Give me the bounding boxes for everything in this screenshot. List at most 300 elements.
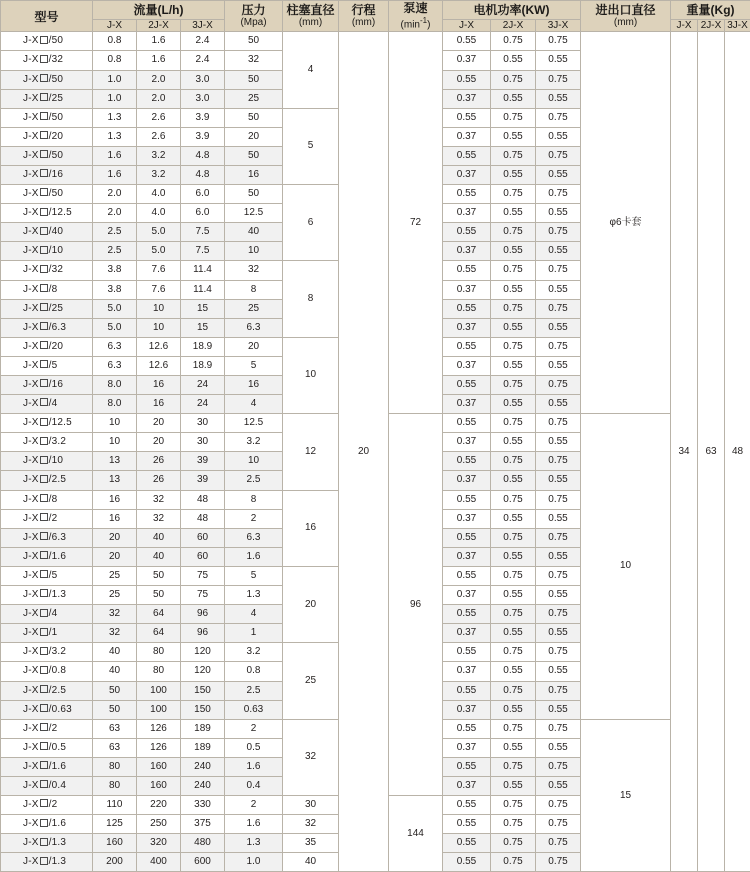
cell-model: J-X /1.6 (1, 815, 93, 834)
cell-flow-jx: 16 (93, 490, 137, 509)
cell-model: J-X /12.5 (1, 414, 93, 433)
cell-flow-2jx: 16 (137, 376, 181, 395)
square-placeholder-icon (40, 532, 48, 540)
cell-motor-jx: 0.55 (443, 185, 491, 204)
cell-motor-jx: 0.55 (443, 528, 491, 547)
cell-motor-3jx: 0.75 (536, 681, 581, 700)
cell-flow-3jx: 39 (181, 471, 225, 490)
cell-motor-jx: 0.55 (443, 681, 491, 700)
cell-model: J-X /50 (1, 146, 93, 165)
header-weight-3jx: 3J-X (725, 19, 750, 32)
cell-pressure: 1.3 (225, 586, 283, 605)
cell-flow-2jx: 100 (137, 700, 181, 719)
cell-flow-3jx: 96 (181, 605, 225, 624)
cell-model: J-X /25 (1, 89, 93, 108)
cell-plunger-diameter: 40 (283, 853, 339, 872)
square-placeholder-icon (40, 551, 48, 559)
cell-model: J-X /10 (1, 242, 93, 261)
cell-flow-3jx: 189 (181, 738, 225, 757)
cell-motor-3jx: 0.75 (536, 261, 581, 280)
cell-pressure: 40 (225, 223, 283, 242)
cell-pressure: 5 (225, 356, 283, 375)
cell-motor-3jx: 0.55 (536, 165, 581, 184)
cell-flow-2jx: 5.0 (137, 223, 181, 242)
cell-flow-jx: 20 (93, 547, 137, 566)
cell-motor-2jx: 0.55 (491, 280, 536, 299)
square-placeholder-icon (40, 169, 48, 177)
cell-pressure: 6.3 (225, 318, 283, 337)
cell-flow-3jx: 4.8 (181, 165, 225, 184)
cell-flow-2jx: 40 (137, 547, 181, 566)
cell-motor-2jx: 0.55 (491, 318, 536, 337)
cell-motor-3jx: 0.75 (536, 853, 581, 872)
cell-flow-jx: 200 (93, 853, 137, 872)
cell-motor-2jx: 0.75 (491, 528, 536, 547)
cell-pressure: 10 (225, 452, 283, 471)
cell-model: J-X /32 (1, 261, 93, 280)
square-placeholder-icon (40, 857, 48, 865)
cell-flow-jx: 5.0 (93, 299, 137, 318)
cell-motor-jx: 0.37 (443, 624, 491, 643)
cell-motor-2jx: 0.75 (491, 605, 536, 624)
cell-flow-jx: 3.8 (93, 261, 137, 280)
square-placeholder-icon (40, 819, 48, 827)
cell-flow-3jx: 30 (181, 433, 225, 452)
cell-motor-3jx: 0.55 (536, 51, 581, 70)
cell-flow-2jx: 64 (137, 605, 181, 624)
cell-model: J-X /10 (1, 452, 93, 471)
table-body (1, 32, 750, 872)
cell-motor-3jx: 0.55 (536, 433, 581, 452)
cell-pressure: 3.2 (225, 643, 283, 662)
header-weight-jx: J-X (671, 19, 698, 32)
square-placeholder-icon (40, 112, 48, 120)
cell-motor-jx: 0.55 (443, 299, 491, 318)
cell-model: J-X /2 (1, 509, 93, 528)
cell-weight-jx: 34 (671, 32, 698, 872)
cell-pressure: 0.4 (225, 776, 283, 795)
cell-motor-3jx: 0.75 (536, 376, 581, 395)
cell-flow-3jx: 375 (181, 815, 225, 834)
cell-motor-2jx: 0.75 (491, 681, 536, 700)
cell-flow-2jx: 1.6 (137, 51, 181, 70)
cell-motor-2jx: 0.55 (491, 509, 536, 528)
cell-flow-jx: 8.0 (93, 376, 137, 395)
cell-pressure: 1 (225, 624, 283, 643)
square-placeholder-icon (40, 647, 48, 655)
cell-motor-2jx: 0.75 (491, 853, 536, 872)
cell-motor-3jx: 0.75 (536, 146, 581, 165)
cell-model: J-X /50 (1, 70, 93, 89)
cell-motor-jx: 0.37 (443, 127, 491, 146)
cell-motor-3jx: 0.75 (536, 490, 581, 509)
cell-motor-3jx: 0.75 (536, 108, 581, 127)
square-placeholder-icon (40, 475, 48, 483)
header-flow-3jx: 3J-X (181, 19, 225, 32)
cell-motor-jx: 0.37 (443, 471, 491, 490)
cell-motor-jx: 0.37 (443, 318, 491, 337)
cell-flow-3jx: 24 (181, 395, 225, 414)
cell-motor-2jx: 0.75 (491, 566, 536, 585)
cell-flow-3jx: 120 (181, 643, 225, 662)
cell-flow-jx: 32 (93, 624, 137, 643)
cell-flow-3jx: 48 (181, 490, 225, 509)
cell-model: J-X /8 (1, 490, 93, 509)
header-pressure (225, 1, 283, 32)
header-stroke-unit: (mm) (339, 17, 388, 29)
cell-flow-3jx: 150 (181, 681, 225, 700)
cell-motor-2jx: 0.55 (491, 204, 536, 223)
cell-pressure: 25 (225, 89, 283, 108)
square-placeholder-icon (40, 418, 48, 426)
cell-flow-jx: 3.8 (93, 280, 137, 299)
cell-motor-jx: 0.55 (443, 566, 491, 585)
cell-model: J-X /1.6 (1, 757, 93, 776)
cell-plunger-diameter: 8 (283, 261, 339, 337)
cell-flow-2jx: 2.0 (137, 70, 181, 89)
cell-pump-speed: 72 (389, 32, 443, 414)
cell-pressure: 2 (225, 509, 283, 528)
header-flow-2jx: 2J-X (137, 19, 181, 32)
cell-motor-jx: 0.55 (443, 32, 491, 51)
square-placeholder-icon (40, 303, 48, 311)
cell-flow-2jx: 220 (137, 796, 181, 815)
cell-pressure: 0.8 (225, 662, 283, 681)
cell-motor-jx: 0.55 (443, 643, 491, 662)
cell-flow-2jx: 64 (137, 624, 181, 643)
cell-motor-3jx: 0.75 (536, 414, 581, 433)
cell-flow-2jx: 7.6 (137, 261, 181, 280)
cell-flow-3jx: 18.9 (181, 356, 225, 375)
cell-flow-3jx: 96 (181, 624, 225, 643)
header-pumpspeed-sup: -1 (420, 16, 427, 25)
cell-pressure: 25 (225, 299, 283, 318)
cell-model: J-X /5 (1, 356, 93, 375)
cell-motor-2jx: 0.75 (491, 643, 536, 662)
cell-motor-jx: 0.55 (443, 70, 491, 89)
cell-flow-2jx: 400 (137, 853, 181, 872)
cell-motor-3jx: 0.55 (536, 624, 581, 643)
square-placeholder-icon (40, 570, 48, 578)
cell-plunger-diameter: 6 (283, 185, 339, 261)
cell-motor-3jx: 0.55 (536, 509, 581, 528)
cell-motor-2jx: 0.75 (491, 261, 536, 280)
cell-motor-jx: 0.37 (443, 509, 491, 528)
cell-motor-2jx: 0.75 (491, 108, 536, 127)
cell-motor-2jx: 0.75 (491, 337, 536, 356)
cell-pressure: 1.6 (225, 815, 283, 834)
cell-flow-jx: 160 (93, 834, 137, 853)
cell-motor-2jx: 0.75 (491, 490, 536, 509)
cell-motor-3jx: 0.75 (536, 185, 581, 204)
cell-flow-jx: 63 (93, 719, 137, 738)
cell-flow-3jx: 3.0 (181, 70, 225, 89)
square-placeholder-icon (40, 685, 48, 693)
cell-pressure: 2 (225, 796, 283, 815)
cell-motor-jx: 0.55 (443, 108, 491, 127)
cell-pressure: 5 (225, 566, 283, 585)
cell-flow-2jx: 2.6 (137, 108, 181, 127)
cell-plunger-diameter: 20 (283, 566, 339, 642)
cell-flow-3jx: 11.4 (181, 261, 225, 280)
cell-pressure: 20 (225, 127, 283, 146)
cell-flow-jx: 20 (93, 528, 137, 547)
cell-port-diameter: 10 (581, 414, 671, 720)
cell-motor-2jx: 0.55 (491, 586, 536, 605)
cell-port-diameter: φ6卡套 (581, 32, 671, 414)
cell-motor-3jx: 0.75 (536, 757, 581, 776)
cell-flow-2jx: 80 (137, 643, 181, 662)
cell-pressure: 1.6 (225, 757, 283, 776)
header-motor-3jx: 3J-X (536, 19, 581, 32)
cell-motor-3jx: 0.55 (536, 204, 581, 223)
square-placeholder-icon (40, 93, 48, 101)
cell-flow-jx: 32 (93, 605, 137, 624)
cell-model: J-X /0.63 (1, 700, 93, 719)
cell-model: J-X /20 (1, 127, 93, 146)
square-placeholder-icon (40, 513, 48, 521)
cell-motor-2jx: 0.75 (491, 452, 536, 471)
cell-pressure: 20 (225, 337, 283, 356)
cell-pressure: 3.2 (225, 433, 283, 452)
cell-flow-jx: 8.0 (93, 395, 137, 414)
cell-flow-jx: 5.0 (93, 318, 137, 337)
cell-motor-2jx: 0.75 (491, 757, 536, 776)
cell-motor-2jx: 0.55 (491, 127, 536, 146)
cell-flow-2jx: 160 (137, 757, 181, 776)
cell-motor-2jx: 0.75 (491, 146, 536, 165)
cell-motor-2jx: 0.55 (491, 89, 536, 108)
cell-flow-3jx: 2.4 (181, 32, 225, 51)
cell-flow-3jx: 3.9 (181, 127, 225, 146)
cell-motor-3jx: 0.75 (536, 834, 581, 853)
cell-model: J-X /5 (1, 566, 93, 585)
cell-stroke: 20 (339, 32, 389, 872)
cell-motor-jx: 0.37 (443, 547, 491, 566)
cell-model: J-X /0.4 (1, 776, 93, 795)
cell-motor-3jx: 0.55 (536, 700, 581, 719)
cell-flow-3jx: 3.9 (181, 108, 225, 127)
square-placeholder-icon (40, 494, 48, 502)
cell-motor-jx: 0.37 (443, 662, 491, 681)
cell-motor-3jx: 0.75 (536, 32, 581, 51)
cell-motor-jx: 0.37 (443, 165, 491, 184)
cell-flow-2jx: 4.0 (137, 185, 181, 204)
cell-motor-jx: 0.37 (443, 395, 491, 414)
square-placeholder-icon (40, 666, 48, 674)
cell-motor-jx: 0.37 (443, 204, 491, 223)
header-flow: 流量(L/h) (93, 1, 225, 20)
cell-pressure: 50 (225, 32, 283, 51)
cell-motor-jx: 0.55 (443, 146, 491, 165)
cell-flow-jx: 110 (93, 796, 137, 815)
cell-motor-3jx: 0.55 (536, 662, 581, 681)
cell-flow-jx: 10 (93, 433, 137, 452)
cell-pressure: 0.5 (225, 738, 283, 757)
cell-flow-jx: 2.5 (93, 242, 137, 261)
cell-flow-3jx: 18.9 (181, 337, 225, 356)
cell-model: J-X /8 (1, 280, 93, 299)
cell-flow-3jx: 480 (181, 834, 225, 853)
cell-plunger-diameter: 4 (283, 32, 339, 108)
cell-flow-3jx: 120 (181, 662, 225, 681)
cell-flow-jx: 10 (93, 414, 137, 433)
cell-motor-jx: 0.37 (443, 356, 491, 375)
cell-flow-3jx: 6.0 (181, 185, 225, 204)
cell-flow-3jx: 4.8 (181, 146, 225, 165)
cell-plunger-diameter: 30 (283, 796, 339, 815)
cell-flow-3jx: 189 (181, 719, 225, 738)
cell-flow-jx: 1.6 (93, 146, 137, 165)
cell-pressure: 6.3 (225, 528, 283, 547)
cell-motor-2jx: 0.55 (491, 471, 536, 490)
cell-flow-2jx: 12.6 (137, 356, 181, 375)
cell-pressure: 2 (225, 719, 283, 738)
cell-motor-2jx: 0.55 (491, 738, 536, 757)
cell-motor-2jx: 0.55 (491, 700, 536, 719)
cell-motor-jx: 0.55 (443, 414, 491, 433)
cell-motor-jx: 0.55 (443, 834, 491, 853)
cell-flow-jx: 40 (93, 643, 137, 662)
cell-flow-jx: 0.8 (93, 51, 137, 70)
cell-flow-3jx: 24 (181, 376, 225, 395)
cell-model: J-X /6.3 (1, 528, 93, 547)
cell-flow-2jx: 26 (137, 452, 181, 471)
cell-motor-jx: 0.55 (443, 796, 491, 815)
cell-motor-jx: 0.37 (443, 280, 491, 299)
cell-model: J-X /1.3 (1, 853, 93, 872)
cell-motor-2jx: 0.55 (491, 51, 536, 70)
cell-motor-3jx: 0.75 (536, 528, 581, 547)
header-plunger-main: 柱塞直径 (283, 3, 338, 17)
square-placeholder-icon (40, 341, 48, 349)
cell-flow-3jx: 11.4 (181, 280, 225, 299)
cell-motor-3jx: 0.75 (536, 643, 581, 662)
cell-model: J-X /2 (1, 796, 93, 815)
cell-flow-3jx: 60 (181, 528, 225, 547)
cell-pressure: 4 (225, 395, 283, 414)
table-row (1, 32, 750, 51)
cell-plunger-diameter: 16 (283, 490, 339, 566)
cell-flow-2jx: 126 (137, 738, 181, 757)
cell-flow-2jx: 20 (137, 433, 181, 452)
cell-pressure: 2.5 (225, 681, 283, 700)
cell-weight-3jx: 48 (725, 32, 750, 872)
cell-model: J-X /3.2 (1, 433, 93, 452)
cell-pump-speed: 144 (389, 796, 443, 872)
header-motor-2jx: 2J-X (491, 19, 536, 32)
square-placeholder-icon (40, 36, 48, 44)
cell-model: J-X /50 (1, 108, 93, 127)
cell-pump-speed: 96 (389, 414, 443, 796)
cell-motor-2jx: 0.75 (491, 719, 536, 738)
cell-motor-2jx: 0.75 (491, 834, 536, 853)
cell-motor-3jx: 0.75 (536, 299, 581, 318)
square-placeholder-icon (40, 379, 48, 387)
square-placeholder-icon (40, 780, 48, 788)
cell-flow-3jx: 150 (181, 700, 225, 719)
cell-pressure: 50 (225, 108, 283, 127)
cell-flow-jx: 2.0 (93, 204, 137, 223)
square-placeholder-icon (40, 704, 48, 712)
cell-flow-3jx: 30 (181, 414, 225, 433)
square-placeholder-icon (40, 74, 48, 82)
header-weight: 重量(Kg) (671, 1, 750, 20)
cell-flow-2jx: 10 (137, 299, 181, 318)
square-placeholder-icon (40, 761, 48, 769)
cell-motor-2jx: 0.75 (491, 414, 536, 433)
cell-pressure: 16 (225, 165, 283, 184)
square-placeholder-icon (40, 131, 48, 139)
cell-motor-2jx: 0.55 (491, 624, 536, 643)
cell-model: J-X /6.3 (1, 318, 93, 337)
cell-flow-jx: 13 (93, 452, 137, 471)
cell-model: J-X /32 (1, 51, 93, 70)
cell-flow-2jx: 126 (137, 719, 181, 738)
cell-pressure: 4 (225, 605, 283, 624)
cell-pressure: 32 (225, 261, 283, 280)
cell-model: J-X /0.5 (1, 738, 93, 757)
square-placeholder-icon (40, 723, 48, 731)
cell-model: J-X /50 (1, 185, 93, 204)
cell-flow-2jx: 1.6 (137, 32, 181, 51)
square-placeholder-icon (40, 322, 48, 330)
cell-pressure: 16 (225, 376, 283, 395)
header-pressure-unit: (Mpa) (225, 17, 282, 29)
cell-motor-3jx: 0.75 (536, 719, 581, 738)
cell-flow-jx: 63 (93, 738, 137, 757)
cell-pressure: 50 (225, 70, 283, 89)
cell-flow-jx: 1.6 (93, 165, 137, 184)
cell-motor-jx: 0.55 (443, 452, 491, 471)
cell-flow-2jx: 32 (137, 509, 181, 528)
cell-flow-jx: 80 (93, 757, 137, 776)
cell-pressure: 1.3 (225, 834, 283, 853)
header-plunger-diameter (283, 1, 339, 32)
cell-motor-3jx: 0.55 (536, 280, 581, 299)
header-port-diameter (581, 1, 671, 32)
cell-motor-3jx: 0.75 (536, 223, 581, 242)
cell-plunger-diameter: 32 (283, 815, 339, 834)
cell-flow-3jx: 48 (181, 509, 225, 528)
cell-motor-jx: 0.37 (443, 433, 491, 452)
cell-motor-2jx: 0.55 (491, 242, 536, 261)
cell-flow-2jx: 160 (137, 776, 181, 795)
square-placeholder-icon (40, 799, 48, 807)
cell-motor-jx: 0.55 (443, 261, 491, 280)
cell-flow-2jx: 26 (137, 471, 181, 490)
cell-flow-2jx: 10 (137, 318, 181, 337)
cell-motor-jx: 0.37 (443, 51, 491, 70)
square-placeholder-icon (40, 208, 48, 216)
cell-model: J-X /12.5 (1, 204, 93, 223)
cell-model: J-X /1.3 (1, 834, 93, 853)
square-placeholder-icon (40, 456, 48, 464)
cell-flow-3jx: 15 (181, 299, 225, 318)
cell-pressure: 2.5 (225, 471, 283, 490)
cell-flow-jx: 6.3 (93, 337, 137, 356)
cell-model: J-X /4 (1, 395, 93, 414)
cell-flow-3jx: 39 (181, 452, 225, 471)
cell-flow-jx: 1.0 (93, 70, 137, 89)
cell-motor-2jx: 0.55 (491, 662, 536, 681)
square-placeholder-icon (40, 609, 48, 617)
cell-flow-jx: 1.3 (93, 108, 137, 127)
cell-motor-3jx: 0.55 (536, 395, 581, 414)
cell-motor-3jx: 0.55 (536, 471, 581, 490)
square-placeholder-icon (40, 742, 48, 750)
cell-model: J-X /1.3 (1, 586, 93, 605)
